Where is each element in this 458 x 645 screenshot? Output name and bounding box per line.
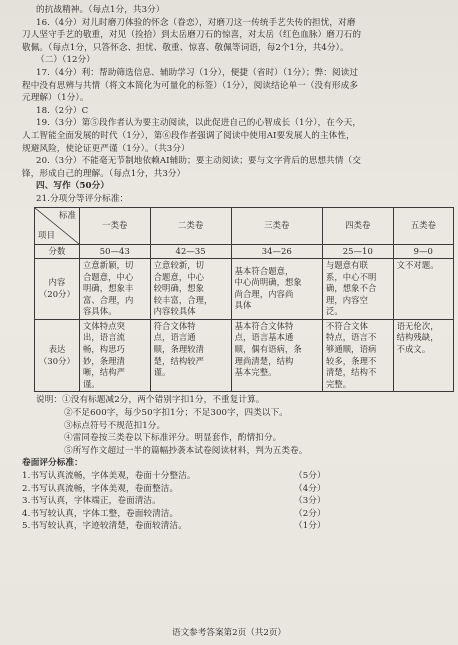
text-line: 元理解）（1分）。 bbox=[22, 93, 89, 104]
header-cell: 五类卷 bbox=[393, 207, 453, 244]
score-cell: 25—10 bbox=[322, 244, 393, 258]
row-label: 分数 bbox=[35, 244, 80, 258]
criteria-line: 尚合理，内容尚 bbox=[234, 288, 294, 299]
criteria-line: 顺，偶有语病，条 bbox=[234, 344, 302, 355]
neatness-score: （1分） bbox=[294, 521, 326, 532]
criteria-line: 较明确，想象 bbox=[153, 283, 205, 294]
neatness-list bbox=[22, 470, 442, 533]
criteria-line: 顺，条理较清 bbox=[153, 344, 205, 355]
neatness-score: （4分） bbox=[294, 483, 326, 494]
criteria-cell bbox=[150, 319, 231, 392]
criteria-line: 合题意，中心 bbox=[153, 271, 205, 282]
score-cell: 42—35 bbox=[150, 244, 231, 258]
text-line: 20.（3分）不能毫无节制地依赖AI辅助；要主动阅读；要与文字背后的思想共情（交 bbox=[36, 156, 361, 167]
criteria-line: 明确，想象丰 bbox=[83, 283, 134, 294]
criteria-line: 语无伦次， bbox=[396, 320, 439, 331]
text-line: 程中没有思辨与共情（将文本简化为可量化的标签）（1分），阅读结论单一（没有形成多 bbox=[22, 80, 359, 91]
section-heading-writing: 四、写作（50分） bbox=[36, 181, 110, 192]
criteria-line: 文体特点突 bbox=[83, 320, 125, 331]
criteria-line: 立意新颖，切 bbox=[83, 259, 134, 270]
criteria-line: 富、合理，内 bbox=[83, 294, 134, 305]
criteria-cell bbox=[231, 258, 322, 319]
criteria-cell bbox=[393, 319, 453, 392]
criteria-line: 谨。 bbox=[153, 367, 171, 378]
criteria-line: 中心尚明确，想象 bbox=[234, 277, 302, 288]
row-label bbox=[35, 258, 80, 319]
criteria-line: 较丰富，合理， bbox=[153, 294, 213, 305]
text-line: 锋，形成自己的理解。（每点1分，共3分） bbox=[22, 168, 186, 179]
notes-block bbox=[22, 394, 442, 457]
text-line: 的抗战精神。（每点1分，共3分） bbox=[36, 5, 165, 15]
list-item bbox=[22, 508, 442, 521]
header-cell: 二类卷 bbox=[150, 207, 231, 244]
table-header-row bbox=[35, 207, 454, 244]
text-line: 16.（4分）对儿时磨刀体验的怀念（眷恋），对磨刀这一传统手艺失传的担忧，对磨 bbox=[36, 17, 356, 28]
text-line: 敬佩。（每点1分，只答怀念、担忧、敬重、惊喜、敬佩等词语，每2个1分，共4分）。 bbox=[22, 42, 349, 53]
criteria-line: 晰，结构严 bbox=[83, 367, 125, 378]
neatness-text: 2.书写认真流畅，字体美观，卷面整洁。 bbox=[22, 483, 179, 494]
criteria-line: 不符合文体 bbox=[325, 320, 368, 331]
criteria-line: 清楚，结构不 bbox=[325, 367, 377, 378]
content-row bbox=[35, 258, 454, 319]
criteria-line: 楚，结构较严 bbox=[153, 355, 205, 366]
criteria-cell bbox=[80, 258, 151, 319]
neatness-text: 1.书写认真流畅，字体美观，卷面十分整洁。 bbox=[22, 471, 196, 481]
neatness-score: （3分） bbox=[294, 496, 326, 507]
note-line: ②不足600字，每少50字扣1分；不足300字，四类以下。 bbox=[64, 408, 288, 419]
row-label-line: （30分） bbox=[39, 355, 75, 366]
neatness-score: （2分） bbox=[294, 508, 326, 519]
criteria-line: 具体 bbox=[234, 300, 252, 311]
note-line: 说明：①没有标题减2分，两个错别字扣1分，不重复计算。 bbox=[36, 395, 265, 406]
criteria-line: 不成文。 bbox=[396, 344, 431, 355]
criteria-line: 符合文体特 bbox=[153, 320, 196, 331]
criteria-cell bbox=[322, 258, 393, 319]
text-line: 17.（4分）利：帮助筛选信息、辅助学习（1分），便捷（省时）（1分）；弊：阅读过 bbox=[36, 67, 359, 78]
criteria-line: 内容较具体 bbox=[153, 306, 196, 317]
row-label-line: 表达 bbox=[48, 344, 66, 355]
criteria-line: 容具体。 bbox=[83, 306, 117, 317]
criteria-line: 畅，构思巧 bbox=[83, 344, 125, 355]
criteria-line: 立意较新，切 bbox=[153, 259, 205, 270]
corner-top-label: 标准 bbox=[59, 209, 76, 220]
neatness-text: 5.书写较认真，字迹较清楚，卷面较清洁。 bbox=[22, 521, 187, 532]
criteria-line: 基本完整。 bbox=[234, 367, 277, 378]
corner-bottom-label: 项目 bbox=[38, 230, 55, 241]
text-line: 19.（3分）第⑤段作者认为要主动阅读，以此促进自己的心智成长（1分），在今天， bbox=[36, 118, 362, 129]
criteria-line: 点，语言通 bbox=[153, 332, 196, 343]
criteria-line: 理尚清楚，结构 bbox=[234, 355, 294, 366]
criteria-line: 完整。 bbox=[325, 378, 352, 389]
answer-content bbox=[22, 4, 442, 533]
criteria-line: 确，想象不合 bbox=[325, 283, 377, 294]
standard-title: 21.分项分等评分标准： bbox=[36, 193, 129, 204]
criteria-line: 点，语言基本通 bbox=[234, 332, 294, 343]
criteria-line: 较多，条理不 bbox=[325, 355, 377, 366]
score-cell: 50—43 bbox=[80, 244, 151, 258]
criteria-cell bbox=[322, 319, 393, 392]
note-line: ④雷同卷按三类卷以下标准评分。明显套作，酌情扣分。 bbox=[64, 433, 282, 444]
page-footer: 语文参考答案第2页（共2页） bbox=[171, 628, 287, 638]
criteria-line: 出，语言流 bbox=[83, 332, 125, 343]
score-row bbox=[35, 244, 454, 258]
criteria-line: 理，内容空 bbox=[325, 294, 368, 305]
score-cell: 9—0 bbox=[393, 244, 453, 258]
text-line: 人工智能全面发展的时代（1分），第⑥段作者强调了阅读中使用AI要发展人的主体性， bbox=[22, 130, 355, 141]
criteria-cell bbox=[231, 319, 322, 392]
criteria-line: 基本符合题意， bbox=[234, 265, 294, 276]
criteria-line: 与题意有联 bbox=[325, 259, 368, 270]
criteria-line: 结构残缺， bbox=[396, 332, 439, 343]
note-line: ③标点符号不规范扣1分。 bbox=[64, 420, 166, 431]
list-item bbox=[22, 520, 442, 533]
neatness-text: 4.书写较认真，字体工整，卷面较清洁。 bbox=[22, 508, 179, 519]
criteria-line: 合题意，中心 bbox=[83, 271, 134, 282]
list-item bbox=[22, 495, 442, 508]
neatness-title: 卷面评分标准： bbox=[22, 458, 83, 469]
scoring-table bbox=[34, 207, 454, 393]
header-cell: 三类卷 bbox=[231, 207, 322, 244]
neatness-text: 3.书写认真，字体端正，卷面清洁。 bbox=[22, 496, 161, 507]
neatness-score: （5分） bbox=[294, 471, 326, 481]
criteria-cell bbox=[393, 258, 453, 319]
text-line: 规避风险，使论证更严谨（1分）。（共3分） bbox=[22, 143, 190, 154]
criteria-line: 基本符合文体特 bbox=[234, 320, 294, 331]
header-cell: 一类卷 bbox=[80, 207, 151, 244]
criteria-cell bbox=[80, 319, 151, 392]
row-label bbox=[35, 319, 80, 392]
row-label-line: 内容 bbox=[48, 277, 66, 288]
list-item bbox=[22, 483, 442, 496]
note-line: ⑤所写作文超过一半的篇幅抄袭本试卷阅读材料，判为五类卷。 bbox=[64, 445, 308, 456]
criteria-line: 妙，条理清 bbox=[83, 355, 125, 366]
section-heading: （二）（12分） bbox=[36, 55, 95, 66]
criteria-cell bbox=[150, 258, 231, 319]
criteria-line: 够通顺，语病 bbox=[325, 344, 377, 355]
row-label-line: （20分） bbox=[39, 288, 75, 299]
corner-cell bbox=[35, 207, 80, 244]
text-line: 刀人坚守手艺的敬重，对见（捡拾）到太岳磨刀石的惊喜，对太岳（红色血脉）磨刀石的 bbox=[22, 30, 362, 41]
criteria-line: 谨。 bbox=[83, 378, 100, 389]
header-cell: 四类卷 bbox=[322, 207, 393, 244]
score-cell: 34—26 bbox=[231, 244, 322, 258]
criteria-line: 泛。 bbox=[325, 306, 343, 317]
criteria-line: 文不对题。 bbox=[396, 259, 439, 270]
list-item bbox=[22, 470, 442, 483]
criteria-line: 特点，语言不 bbox=[325, 332, 377, 343]
criteria-line: 系，中心不明 bbox=[325, 271, 377, 282]
text-line: 18.（2分）C bbox=[36, 105, 89, 116]
expression-row bbox=[35, 319, 454, 392]
